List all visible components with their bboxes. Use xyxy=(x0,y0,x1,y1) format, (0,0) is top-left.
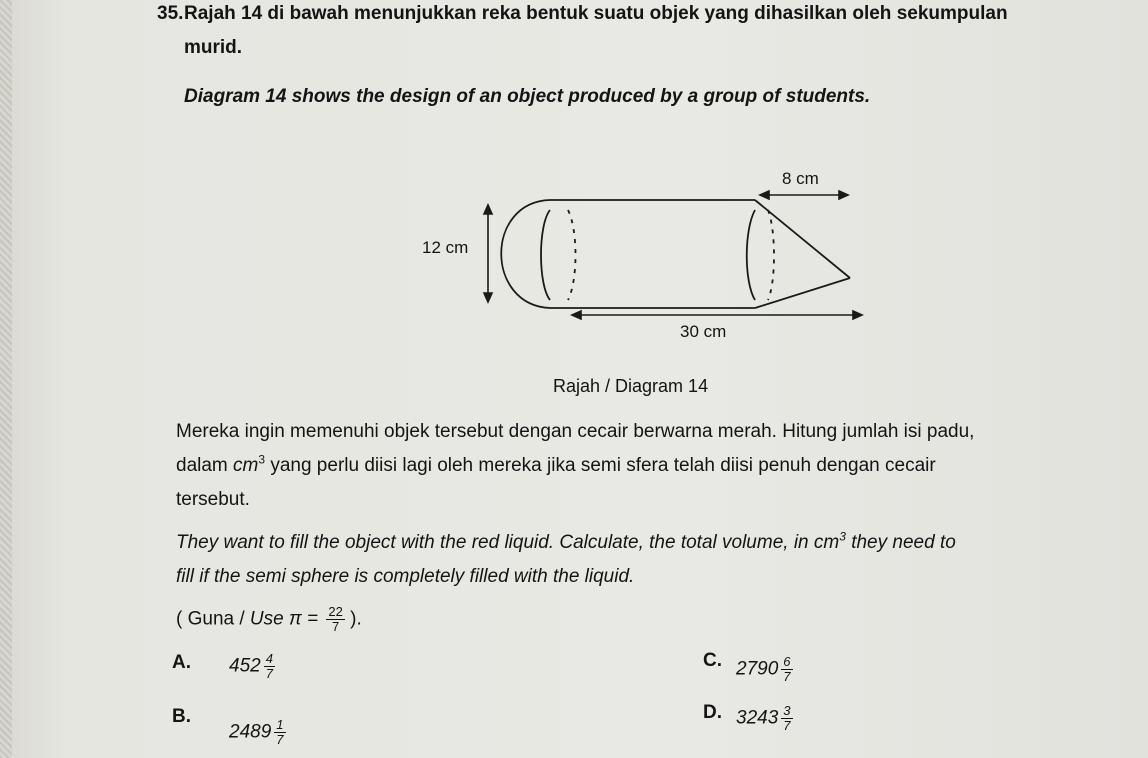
object-diagram xyxy=(400,160,880,370)
ellipse-left-dashed xyxy=(568,210,576,300)
label-8cm: 8 cm xyxy=(782,169,819,188)
label-30cm: 30 cm xyxy=(680,322,727,341)
hemisphere-outline xyxy=(501,200,550,308)
diagram-caption: Rajah / Diagram 14 xyxy=(553,376,709,396)
option-a-letter: A. xyxy=(172,652,191,673)
label-12cm: 12 cm xyxy=(422,238,469,257)
arrow-left-icon xyxy=(572,311,581,319)
fraction-numerator: 1 xyxy=(276,717,284,732)
option-a-value xyxy=(229,652,275,681)
fraction-numerator: 3 xyxy=(783,703,791,718)
fraction-denominator: 7 xyxy=(332,619,340,634)
diagram-14 xyxy=(400,160,880,375)
text-segment: They want to fill the object with the red liquid. Calculate, the total volume, in xyxy=(176,532,814,553)
page-edge xyxy=(0,0,12,758)
question-line-ms-1: Rajah 14 di bawah menunjukkan reka bentuk suatu objek yang dihasilkan oleh sekumpulan xyxy=(184,3,1008,24)
fraction-denominator: 7 xyxy=(783,718,791,733)
option-c-value xyxy=(736,655,793,684)
arrow-right-icon xyxy=(839,191,848,199)
option-whole: 2489 xyxy=(229,721,272,743)
text-segment: ). xyxy=(344,608,362,630)
arrow-right-icon xyxy=(853,311,862,319)
option-b-letter: B. xyxy=(172,706,191,727)
option-fraction xyxy=(781,655,792,684)
ellipse-right-solid xyxy=(747,210,755,300)
ellipse-left-solid xyxy=(541,210,550,300)
body-ms-line-1: Mereka ingin memenuhi objek tersebut dengan cecair berwarna merah. Hitung jumlah isi padu, xyxy=(176,421,975,442)
pi-symbol: π = xyxy=(283,608,324,630)
option-whole: 3243 xyxy=(736,707,779,729)
option-c-letter: C. xyxy=(703,650,722,671)
unit-exponent: 3 xyxy=(258,452,266,467)
unit-cm: cm xyxy=(813,532,840,553)
fraction-numerator: 6 xyxy=(783,654,791,669)
pi-fraction xyxy=(326,605,344,634)
use-pi-line xyxy=(176,605,362,634)
option-fraction xyxy=(264,652,275,681)
arrow-up-icon xyxy=(484,205,492,214)
fraction-numerator: 22 xyxy=(328,604,343,619)
text-segment: they need to xyxy=(845,532,956,553)
fraction-numerator: 4 xyxy=(265,651,273,666)
option-whole: 452 xyxy=(229,655,261,677)
unit-cm: cm xyxy=(233,455,259,476)
fraction-denominator: 7 xyxy=(276,732,284,747)
question-number: 35. xyxy=(157,3,184,24)
arrow-down-icon xyxy=(484,293,492,302)
question-line-ms-2: murid. xyxy=(184,37,243,58)
unit-exponent: 3 xyxy=(839,529,846,544)
body-ms-line-2 xyxy=(176,452,936,477)
option-d-letter: D. xyxy=(703,702,722,723)
option-b-value xyxy=(229,718,286,747)
fraction-denominator: 7 xyxy=(265,666,273,681)
option-fraction xyxy=(781,704,792,733)
fraction-denominator: 7 xyxy=(783,669,791,684)
text-segment: yang perlu diisi lagi oleh mereka jika semi sfera telah diisi penuh dengan cecair xyxy=(265,455,936,476)
text-segment: Use xyxy=(249,608,284,630)
text-segment: dalam xyxy=(176,455,234,476)
option-fraction xyxy=(274,718,285,747)
text-segment: ( Guna / xyxy=(176,608,250,630)
option-whole: 2790 xyxy=(736,658,779,680)
ellipse-right-dashed xyxy=(768,210,774,300)
question-line-en: Diagram 14 shows the design of an object produced by a group of students. xyxy=(184,86,871,107)
arrow-left-icon xyxy=(760,191,769,199)
cone-bottom-slant xyxy=(755,278,850,308)
body-en-line-2: fill if the semi sphere is completely filled with the liquid. xyxy=(176,566,635,587)
body-en-line-1 xyxy=(176,529,956,554)
option-d-value xyxy=(736,704,793,733)
body-ms-line-3: tersebut. xyxy=(176,489,250,510)
